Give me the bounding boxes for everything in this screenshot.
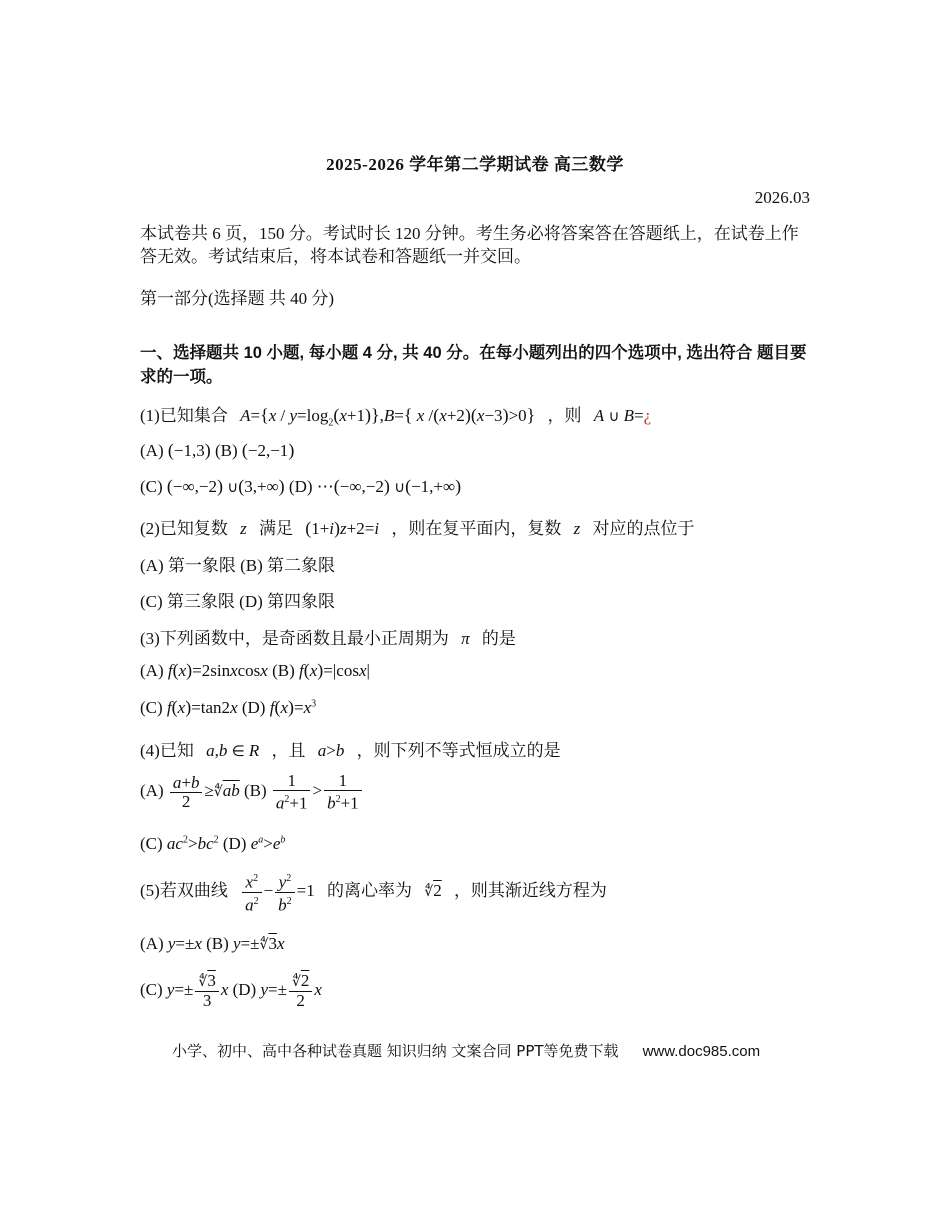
option-d-label: (D)	[288, 477, 313, 496]
question-5: (5)若双曲线 $\frac{x^2}{a^2}$ − $\frac{y^2}{b^2}$ =1 的离心率为 ∜2 ，则其渐近线方程为	[140, 870, 607, 914]
option-b-label: (B)	[272, 661, 295, 680]
question-4-options-ab: (A) $\frac{a+b}{2}$ $\ge∜\overline{ab}$ (B) $\frac{1}{a^2+1}$ > $\frac{1}{b^2+1}$	[140, 772, 364, 813]
question-4-suffix: ，则下列不等式恒成立的是	[356, 741, 561, 760]
question-2-suffix: ，则在复平面内，复数	[391, 519, 562, 538]
option-b-label: (B)	[214, 441, 238, 460]
part-heading: 第一部分(选择题 共 40 分)	[140, 289, 335, 308]
question-1-options-cd: (C) (−∞,−2) ∪(3,+∞) (D) ⋯(−∞,−2) ∪(−1,+∞)	[140, 476, 462, 496]
option-d-label: (D)	[232, 979, 257, 999]
question-2-options-cd	[140, 587, 335, 612]
question-3-prefix: (3)下列函数中，是奇函数且最小正周期为	[140, 629, 449, 648]
question-5-options-ab: (A) y=±x (B) y=±∜3x	[140, 934, 285, 953]
section-heading: 一、选择题共 10 小题, 每小题 4 分, 共 40 分。在每小题列出的四个选项中, 选出符合 题目要求的一项。	[140, 344, 807, 386]
question-2-end: 对应的点位于	[592, 519, 695, 538]
question-2-formula: (1+i)z+2=i	[305, 518, 380, 538]
option-c-label: (C)	[140, 477, 163, 496]
question-4-mid: ，且	[271, 741, 306, 760]
exam-date: 2026.03	[754, 188, 810, 207]
question-3-suffix: 的是	[481, 629, 516, 648]
page-footer	[172, 1040, 760, 1061]
question-5-suffix: ，则其渐近线方程为	[453, 881, 607, 901]
option-d-label: (D)	[241, 698, 266, 717]
question-5-mid: 的离心率为	[327, 881, 413, 901]
option-c-label: (C)	[140, 698, 163, 717]
option-d-label: (D)	[222, 834, 247, 853]
question-1-options-ab: (A) (−1,3) (B) (−2,−1)	[140, 440, 295, 460]
question-3-options-ab: (A) f(x)=2sinxcosx (B) f(x)=|cosx|	[140, 660, 370, 680]
option-c-label: (C)	[140, 979, 163, 999]
exam-title: 2025-2026 学年第二学期试卷 高三数学	[326, 155, 624, 174]
question-5-options-cd: (C) y=± $\frac{∜3}{3}$ x (D) y=± $\frac{∜2}{2}$ x	[140, 971, 322, 1010]
question-2: (2)已知复数 z 满足 (1+i)z+2=i ，则在复平面内，复数 z 对应的点位于	[140, 518, 695, 538]
footer-text: 小学、初中、高中各种试卷真题 知识归纳 文案合同 PPT等免费下载	[172, 1042, 619, 1060]
option-d-text: (D) 第四象限	[239, 592, 336, 611]
question-2-options-ab	[140, 551, 335, 576]
option-c-label: (C)	[140, 834, 163, 853]
question-3-options-cd: (C) f(x)=tan2x (D) $f(x)=x^3$	[140, 697, 317, 717]
option-b-label: (B)	[243, 781, 267, 801]
question-1	[140, 401, 651, 428]
question-4-options-cd: (C) $ac^2>bc^2$ (D) $e^a>e^b$	[140, 834, 286, 853]
option-a-label: (A)	[140, 441, 164, 460]
question-3: (3)下列函数中，是奇函数且最小正周期为 π 的是	[140, 629, 516, 648]
question-2-mid: 满足	[258, 519, 293, 538]
option-a-label: (A)	[140, 661, 164, 680]
question-1-ask: A ∪ B=¿	[593, 406, 652, 425]
option-a-label: (A)	[140, 781, 164, 801]
option-a-label: (A)	[140, 934, 164, 953]
option-b-label: (B)	[206, 934, 229, 953]
option-c-text: (C) 第三象限	[140, 592, 235, 611]
footer-url[interactable]: www.doc985.com	[642, 1043, 761, 1060]
option-a-text: (A) 第一象限	[140, 556, 236, 575]
question-5-prefix: (5)若双曲线	[140, 881, 228, 901]
question-1-prefix: (1)已知集合	[140, 406, 228, 425]
exam-instructions: 本试卷共 6 页，150 分。考试时长 120 分钟。考生务必将答案答在答题纸上，在试卷上作答无效。考试结束后，将本试卷和答题纸一并交回。	[140, 224, 799, 266]
question-4-prefix: (4)已知	[140, 741, 194, 760]
question-4: (4)已知 a,b ∈ R ，且 a>b ，则下列不等式恒成立的是	[140, 741, 561, 760]
question-1-suffix: ，则	[547, 406, 582, 425]
question-1-formula: $A=\{x / y=\log_2(x+1)\},B=${ x /(x+2)(x−3)>0}	[240, 405, 536, 429]
question-2-prefix: (2)已知复数	[140, 519, 228, 538]
option-b-text: (B) 第二象限	[240, 556, 336, 575]
